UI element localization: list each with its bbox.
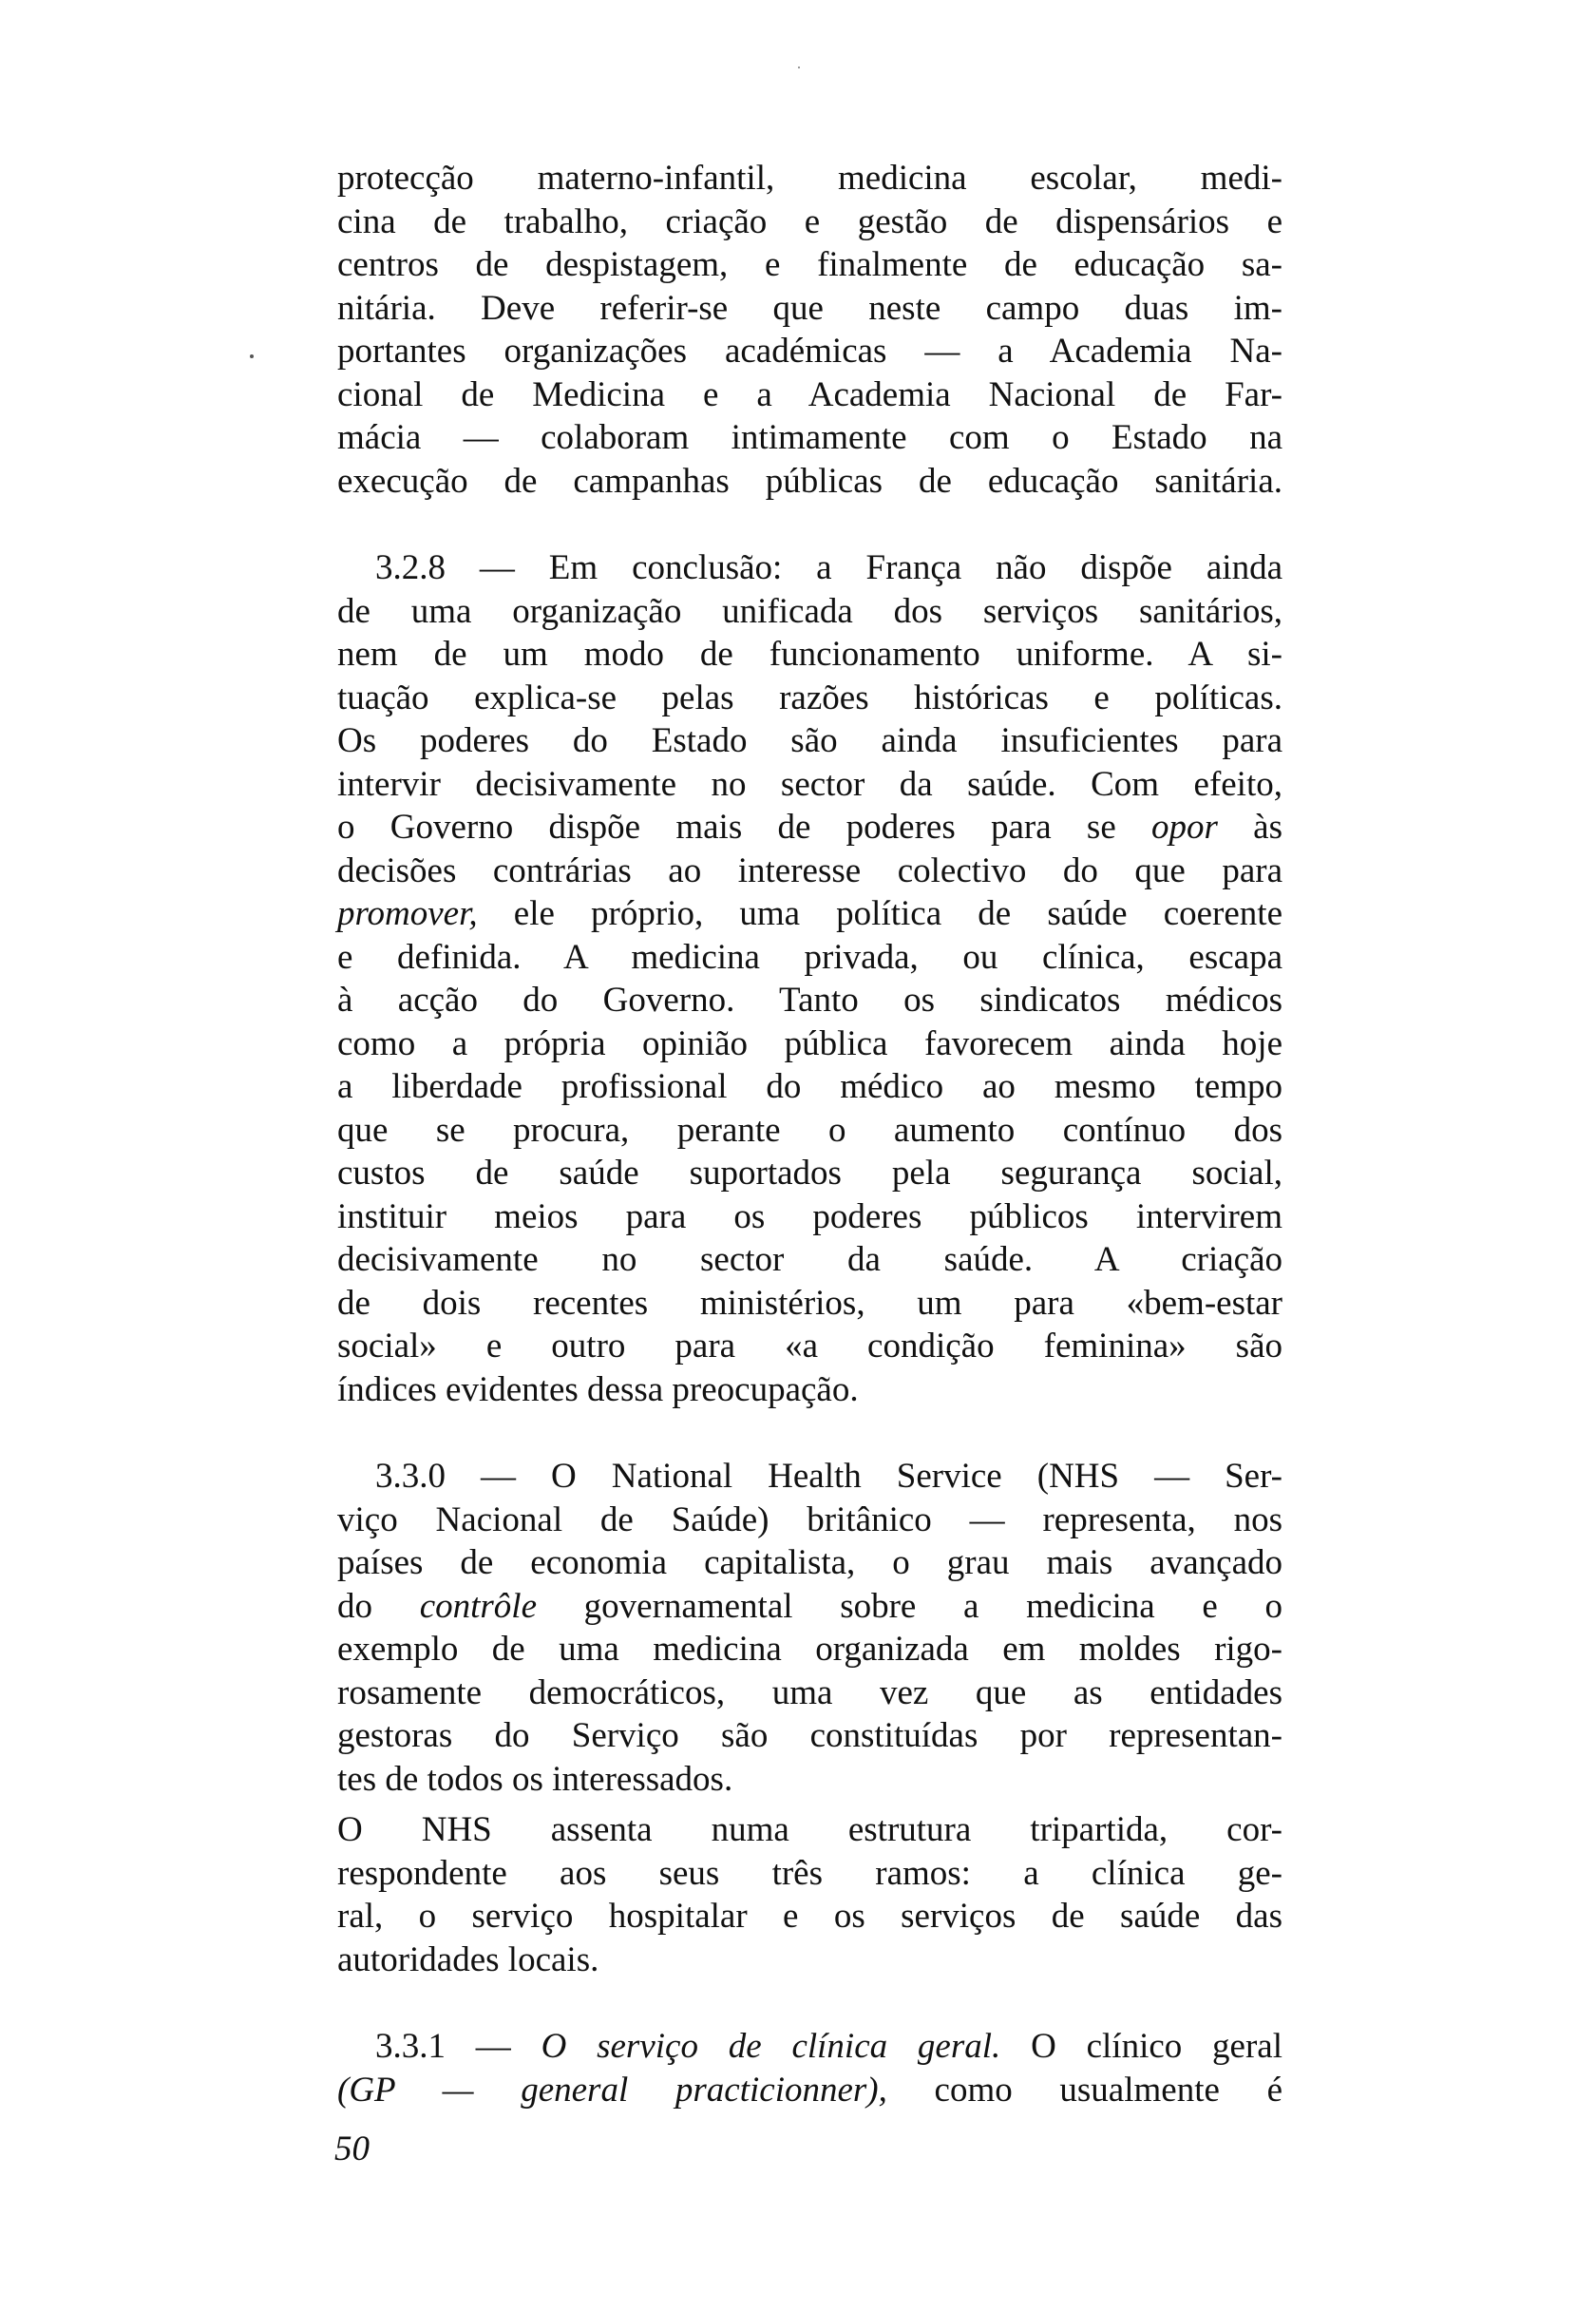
text-line: social» e outro para «a condição feminina» são xyxy=(337,1327,1282,1366)
text-line: custos de saúde suportados pela segurança social, xyxy=(337,1154,1282,1193)
text-line: que se procura, perante o aumento contínuo dos xyxy=(337,1110,1282,1150)
text-line: 3.3.0 — O National Health Service (NHS — Ser- xyxy=(375,1457,1282,1496)
text-line: como a própria opinião pública favorecem ainda hoje xyxy=(337,1023,1282,1063)
text-line: 3.3.1 — O serviço de clínica geral. O clínico geral xyxy=(375,2027,1283,2066)
text-line: portantes organizações académicas — a Academia Na- xyxy=(337,332,1282,371)
paragraph-health-education xyxy=(337,157,1282,503)
text-line: tes de todos os interessados. xyxy=(337,1759,733,1799)
text-line: mácia — colaboram intimamente com o Estado na xyxy=(337,418,1282,457)
text-line: viço Nacional de Saúde) britânico — representa, nos xyxy=(337,1499,1282,1539)
text-line: exemplo de uma medicina organizada em moldes rigo- xyxy=(337,1630,1282,1669)
paragraph-nhs-structure xyxy=(337,1808,1282,1981)
text-line: 3.2.8 — Em conclusão: a França não dispõe ainda xyxy=(375,548,1282,587)
text-line: à acção do Governo. Tanto os sindicatos médicos xyxy=(337,981,1282,1020)
text-line: do contrôle governamental sobre a medicina e o xyxy=(337,1586,1283,1626)
text-line: centros de despistagem, e finalmente de educação sa- xyxy=(337,245,1282,284)
body-text xyxy=(337,157,1282,2111)
text-line: de uma organização unificada dos serviços sanitários, xyxy=(337,591,1282,631)
text-line: rosamente democráticos, uma vez que as entidades xyxy=(337,1672,1282,1712)
text-line: gestoras do Serviço são constituídas por representan- xyxy=(337,1716,1282,1755)
paragraph-3-3-0 xyxy=(337,1455,1282,1801)
text-line: nitária. Deve referir-se que neste campo duas im- xyxy=(337,288,1282,328)
text-line: respondente aos seus três ramos: a clínica ge- xyxy=(337,1853,1282,1893)
text-line: intervir decisivamente no sector da saúde. Com efeito, xyxy=(337,764,1282,804)
text-line: decisões contrárias ao interesse colectivo do que para xyxy=(337,850,1282,890)
text-line: (GP — general practicionner), como usualmente é xyxy=(337,2070,1282,2110)
text-line: de dois recentes ministérios, um para «bem-estar xyxy=(337,1283,1282,1323)
scan-speck xyxy=(798,67,800,68)
text-line: autoridades locais. xyxy=(337,1939,599,1979)
text-line: países de economia capitalista, o grau mais avançado xyxy=(337,1543,1282,1582)
text-line: e definida. A medicina privada, ou clínica, escapa xyxy=(337,937,1282,977)
text-line: execução de campanhas públicas de educação sanitária. xyxy=(337,461,1282,501)
text-line: cional de Medicina e a Academia Nacional de Far- xyxy=(337,374,1282,414)
text-line: índices evidentes dessa preocupação. xyxy=(337,1369,859,1409)
page-number: 50 xyxy=(334,2130,370,2168)
text-line: cina de trabalho, criação e gestão de dispensários e xyxy=(337,201,1282,241)
text-line: a liberdade profissional do médico ao mesmo tempo xyxy=(337,1067,1282,1106)
scan-speck xyxy=(250,354,254,358)
text-line: tuação explica-se pelas razões históricas e políticas. xyxy=(337,678,1282,717)
text-line: Os poderes do Estado são ainda insuficientes para xyxy=(337,721,1282,760)
text-line: o Governo dispõe mais de poderes para se opor às xyxy=(337,808,1283,847)
text-line: O NHS assenta numa estrutura tripartida, cor- xyxy=(337,1810,1282,1849)
paragraph-3-3-1 xyxy=(337,2025,1282,2111)
text-line: instituir meios para os poderes públicos intervirem xyxy=(337,1196,1282,1236)
text-line: ral, o serviço hospitalar e os serviços de saúde das xyxy=(337,1897,1282,1936)
text-line: nem de um modo de funcionamento uniforme. A si- xyxy=(337,635,1282,674)
text-line: protecção materno-infantil, medicina escolar, medi- xyxy=(337,159,1282,198)
text-line: promover, ele próprio, uma política de saúde coerente xyxy=(337,894,1282,933)
text-line: decisivamente no sector da saúde. A criação xyxy=(337,1240,1282,1279)
paragraph-3-2-8 xyxy=(337,546,1282,1411)
